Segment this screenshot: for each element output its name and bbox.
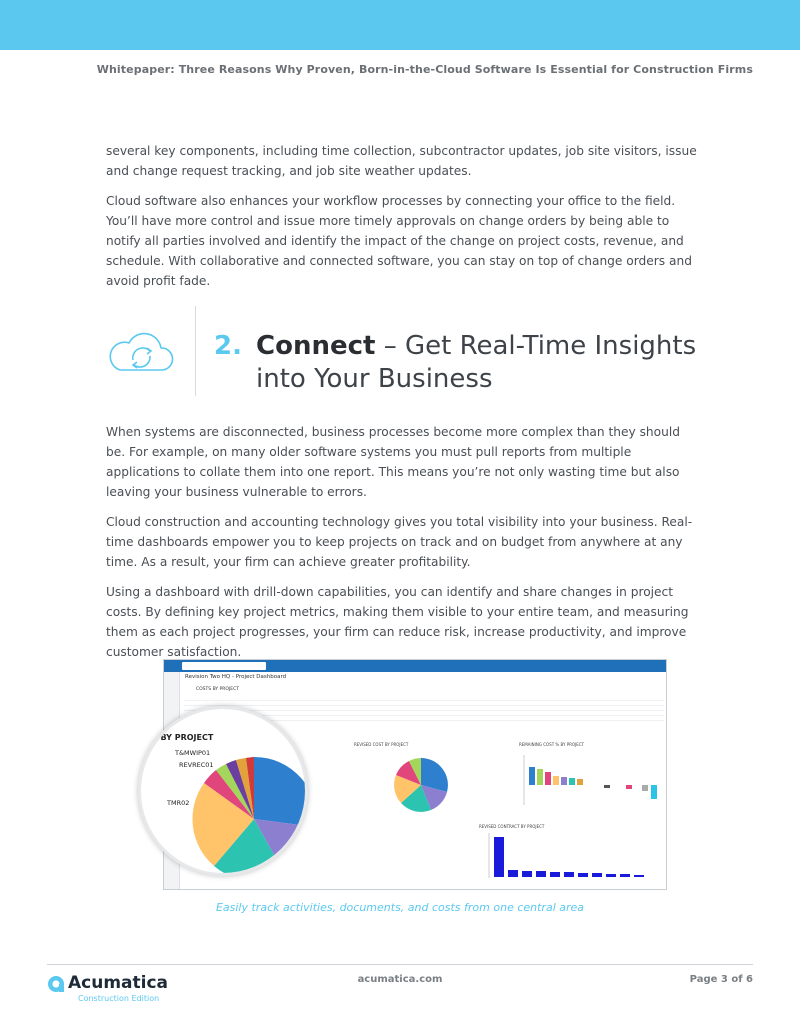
logo-text: Acumatica [68, 973, 169, 993]
logo-subtitle: Construction Edition [78, 994, 160, 1003]
section-divider [195, 306, 196, 396]
magnifier-label: REVREC01 [179, 761, 214, 769]
magnified-pie-chart [138, 706, 308, 876]
figure-caption: Easily track activities, documents, and costs from one central area [215, 901, 585, 914]
dashboard-title: Revision Two HQ - Project Dashboard [185, 674, 287, 680]
heading-line-2: into Your Business [256, 364, 493, 394]
cloud-sync-icon [106, 326, 176, 376]
paragraph-drilldown: Using a dashboard with drill-down capabilities, you can identify and share changes in project costs. By defining key project metrics, making them visible to your entire team, and measuring them as each project progresses, your firm can reduce risk, increase productivity, and improve customer satisfaction. [106, 585, 689, 659]
section-number: 2. [214, 331, 242, 361]
chart-remaining-cost-title: REMAINING COST % BY PROJECT [519, 742, 584, 747]
page-number: Page 3 of 6 [689, 974, 753, 985]
chart-revised-contract-title: REVISED CONTRACT BY PROJECT [479, 824, 545, 829]
costs-by-project-label: COSTS BY PROJECT [196, 687, 240, 692]
footer-divider [47, 964, 753, 965]
paragraph-components: several key components, including time collection, subcontractor updates, job site visitors, issue and change request tracking, and job site weather updates. [106, 144, 697, 178]
heading-line-1 [256, 330, 696, 362]
paragraph-disconnected: When systems are disconnected, business processes become more complex than they should be. For example, on many older software systems you must pull reports from multiple applications to collate them into one report. This means you’re not only wasting time but also leaving your business vulnerable to errors. [106, 425, 680, 499]
heading-bold: Connect [256, 331, 376, 361]
top-accent-bar [0, 0, 800, 50]
magnified-pie [141, 709, 308, 876]
paragraph-workflow: Cloud software also enhances your workflow processes by connecting your office to the field. You’ll have more control and issue more timely approvals on change orders by being able to notify all parties involved and identify the impact of the change on project costs, revenue, and schedule. With collaborative and connected software, you can stay on top of change orders and avoid profit fade. [106, 194, 692, 288]
chart-revised-cost-title: REVISED COST BY PROJECT [354, 742, 409, 747]
paragraph-visibility: Cloud construction and accounting technology gives you total visibility into your business. Real-time dashboards empower you to keep projects on track and on budget from anywhere at any time. As a result, your firm can achieve greater profitability. [106, 515, 693, 569]
magnifier-title: EST BY PROJECT [141, 733, 214, 742]
magnifier-label: TMR02 [167, 799, 190, 807]
heading-rest: – Get Real-Time Insights [375, 331, 697, 361]
magnifier-label: T&MWIP01 [175, 749, 211, 757]
document-header-title: Whitepaper: Three Reasons Why Proven, Born-in-the-Cloud Software Is Essential for Construction Firms [96, 63, 753, 76]
footer-url[interactable]: acumatica.com [357, 974, 443, 985]
